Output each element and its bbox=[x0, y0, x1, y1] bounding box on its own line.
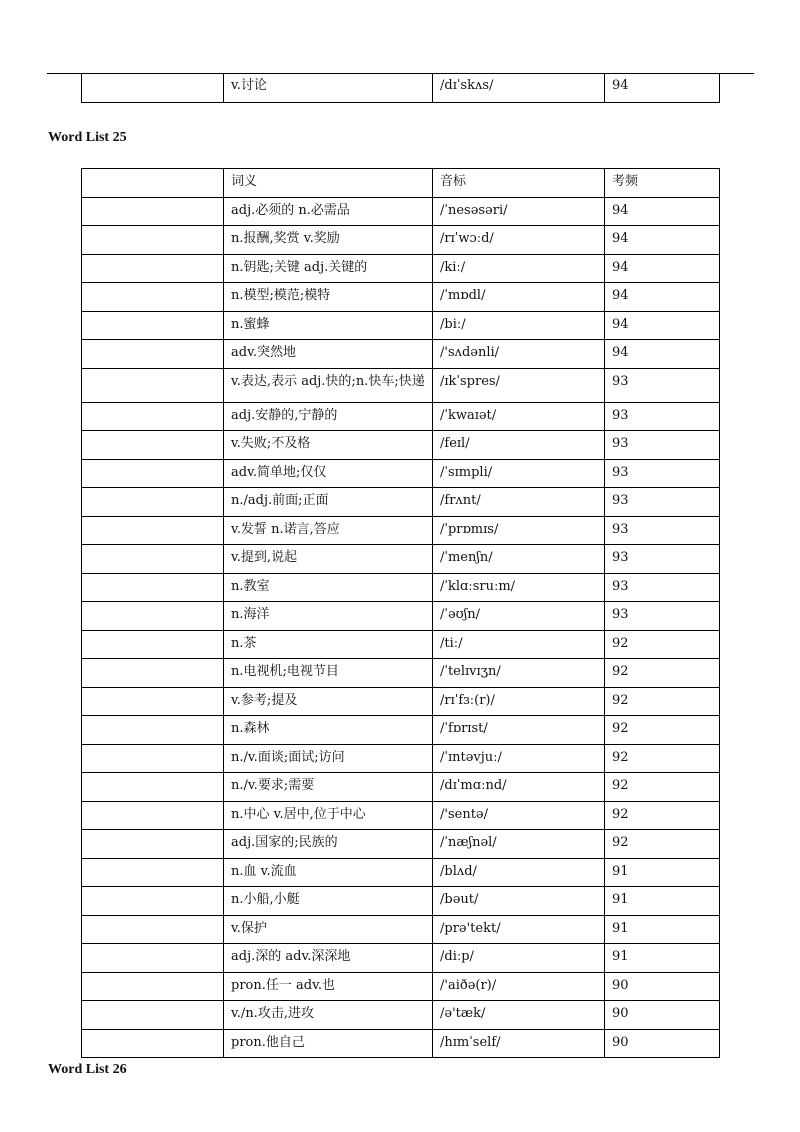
table-row bbox=[82, 488, 720, 517]
frequency-cell: 94 bbox=[605, 197, 720, 226]
word-cell bbox=[82, 311, 224, 340]
phonetic-cell: /prə'tekt/ bbox=[433, 915, 605, 944]
meaning-cell: n./v.面谈;面试;访问 bbox=[224, 744, 433, 773]
word-cell bbox=[82, 431, 224, 460]
frequency-cell: 91 bbox=[605, 944, 720, 973]
table-row bbox=[82, 573, 720, 602]
meaning-cell: n./v.要求;需要 bbox=[224, 773, 433, 802]
frequency-cell: 92 bbox=[605, 801, 720, 830]
table-row bbox=[82, 972, 720, 1001]
table-row bbox=[82, 402, 720, 431]
table-row bbox=[82, 368, 720, 402]
table-row bbox=[82, 197, 720, 226]
phonetic-cell: /frʌnt/ bbox=[433, 488, 605, 517]
table-row bbox=[82, 915, 720, 944]
word-cell bbox=[82, 716, 224, 745]
word-cell bbox=[82, 545, 224, 574]
meaning-cell: n./adj.前面;正面 bbox=[224, 488, 433, 517]
meaning-cell: v.参考;提及 bbox=[224, 687, 433, 716]
word-cell bbox=[82, 516, 224, 545]
table-row bbox=[82, 887, 720, 916]
phonetic-cell: /ə'tæk/ bbox=[433, 1001, 605, 1030]
phonetic-cell: /ˈnæʃnəl/ bbox=[433, 830, 605, 859]
meaning-cell: n.蜜蜂 bbox=[224, 311, 433, 340]
frequency-cell: 94 bbox=[605, 311, 720, 340]
meaning-cell: v.发誓 n.诺言,答应 bbox=[224, 516, 433, 545]
word-cell bbox=[82, 858, 224, 887]
phonetic-cell: /ˈəʊʃn/ bbox=[433, 602, 605, 631]
meaning-cell: pron.他自己 bbox=[224, 1029, 433, 1058]
word-cell bbox=[82, 630, 224, 659]
header-word-cell bbox=[82, 169, 224, 198]
frequency-cell: 94 bbox=[605, 283, 720, 312]
phonetic-cell: /rɪˈfɜː(r)/ bbox=[433, 687, 605, 716]
phonetic-cell: /feɪl/ bbox=[433, 431, 605, 460]
word-cell bbox=[82, 488, 224, 517]
phonetic-cell: /ˈnesəsəri/ bbox=[433, 197, 605, 226]
meaning-cell: v.提到,说起 bbox=[224, 545, 433, 574]
table-row bbox=[82, 74, 720, 103]
phonetic-cell: /dɪˈmɑːnd/ bbox=[433, 773, 605, 802]
table-row bbox=[82, 858, 720, 887]
frequency-cell: 90 bbox=[605, 1029, 720, 1058]
word-cell bbox=[82, 915, 224, 944]
word-cell bbox=[82, 402, 224, 431]
table-row bbox=[82, 545, 720, 574]
table-row bbox=[82, 516, 720, 545]
table-row bbox=[82, 830, 720, 859]
frequency-cell: 93 bbox=[605, 488, 720, 517]
meaning-cell: n.报酬,奖赏 v.奖励 bbox=[224, 226, 433, 255]
word-cell bbox=[82, 283, 224, 312]
word-cell bbox=[82, 573, 224, 602]
frequency-cell: 91 bbox=[605, 887, 720, 916]
table-row bbox=[82, 744, 720, 773]
meaning-cell: n.血 v.流血 bbox=[224, 858, 433, 887]
table-row bbox=[82, 801, 720, 830]
frequency-cell: 94 bbox=[605, 340, 720, 369]
table-row bbox=[82, 944, 720, 973]
phonetic-cell: /ɪkˈspres/ bbox=[433, 368, 605, 402]
frequency-cell: 93 bbox=[605, 431, 720, 460]
phonetic-cell: /ˈmenʃn/ bbox=[433, 545, 605, 574]
meaning-cell: n.模型;模范;模特 bbox=[224, 283, 433, 312]
word-cell bbox=[82, 368, 224, 402]
meaning-cell: adv.简单地;仅仅 bbox=[224, 459, 433, 488]
section-title-word-list-26: Word List 26 bbox=[48, 1062, 127, 1077]
header-frequency: 考频 bbox=[605, 169, 720, 198]
phonetic-cell: /ˈtelɪvɪʒn/ bbox=[433, 659, 605, 688]
phonetic-cell: /'sʌdənli/ bbox=[433, 340, 605, 369]
phonetic-cell: /'aiðə(r)/ bbox=[433, 972, 605, 1001]
table-row bbox=[82, 716, 720, 745]
frequency-cell: 90 bbox=[605, 1001, 720, 1030]
table-row bbox=[82, 1001, 720, 1030]
table-row bbox=[82, 1029, 720, 1058]
phonetic-cell: /diːp/ bbox=[433, 944, 605, 973]
word-cell bbox=[82, 659, 224, 688]
phonetic-cell: /bəut/ bbox=[433, 887, 605, 916]
frequency-cell: 92 bbox=[605, 744, 720, 773]
meaning-cell: n.电视机;电视节目 bbox=[224, 659, 433, 688]
frequency-cell: 92 bbox=[605, 630, 720, 659]
meaning-cell: v.失败;不及格 bbox=[224, 431, 433, 460]
table-row bbox=[82, 340, 720, 369]
phonetic-cell: /ˈmɒdl/ bbox=[433, 283, 605, 312]
phonetic-cell: /hɪmˈself/ bbox=[433, 1029, 605, 1058]
word-cell bbox=[82, 944, 224, 973]
word-cell bbox=[82, 887, 224, 916]
word-cell bbox=[82, 226, 224, 255]
word-list-25-table bbox=[81, 168, 720, 1058]
meaning-cell: v./n.攻击,进攻 bbox=[224, 1001, 433, 1030]
phonetic-cell: /ˈklɑːsruːm/ bbox=[433, 573, 605, 602]
table-row bbox=[82, 226, 720, 255]
header-phonetic: 音标 bbox=[433, 169, 605, 198]
table-row bbox=[82, 630, 720, 659]
phonetic-cell: /'sentə/ bbox=[433, 801, 605, 830]
word-cell bbox=[82, 459, 224, 488]
meaning-cell: n.中心 v.居中,位于中心 bbox=[224, 801, 433, 830]
table-row bbox=[82, 254, 720, 283]
word-cell bbox=[82, 74, 224, 103]
word-cell bbox=[82, 254, 224, 283]
meaning-cell: adj.安静的,宁静的 bbox=[224, 402, 433, 431]
word-cell bbox=[82, 340, 224, 369]
word-cell bbox=[82, 773, 224, 802]
phonetic-cell: /ˈprɒmɪs/ bbox=[433, 516, 605, 545]
frequency-cell: 92 bbox=[605, 716, 720, 745]
word-cell bbox=[82, 972, 224, 1001]
table-row bbox=[82, 311, 720, 340]
word-cell bbox=[82, 1001, 224, 1030]
table-row bbox=[82, 459, 720, 488]
phonetic-cell: /biː/ bbox=[433, 311, 605, 340]
meaning-cell: v.讨论 bbox=[224, 74, 433, 103]
meaning-cell: pron.任一 adv.也 bbox=[224, 972, 433, 1001]
table-row bbox=[82, 659, 720, 688]
continued-word-table bbox=[81, 73, 720, 103]
table-row bbox=[82, 773, 720, 802]
frequency-cell: 93 bbox=[605, 459, 720, 488]
meaning-cell: n.小船,小艇 bbox=[224, 887, 433, 916]
word-cell bbox=[82, 801, 224, 830]
frequency-cell: 93 bbox=[605, 402, 720, 431]
frequency-cell: 91 bbox=[605, 915, 720, 944]
table-row bbox=[82, 431, 720, 460]
phonetic-cell: /ˈsɪmpli/ bbox=[433, 459, 605, 488]
frequency-cell: 92 bbox=[605, 773, 720, 802]
frequency-cell: 91 bbox=[605, 858, 720, 887]
phonetic-cell: /kiː/ bbox=[433, 254, 605, 283]
phonetic-cell: /dɪˈskʌs/ bbox=[433, 74, 605, 103]
section-title-word-list-25: Word List 25 bbox=[48, 130, 127, 145]
phonetic-cell: /rɪˈwɔːd/ bbox=[433, 226, 605, 255]
frequency-cell: 94 bbox=[605, 254, 720, 283]
frequency-cell: 94 bbox=[605, 226, 720, 255]
header-meaning: 词义 bbox=[224, 169, 433, 198]
table-row bbox=[82, 602, 720, 631]
meaning-cell: adv.突然地 bbox=[224, 340, 433, 369]
word-cell bbox=[82, 830, 224, 859]
meaning-cell: n.钥匙;关键 adj.关键的 bbox=[224, 254, 433, 283]
meaning-cell: n.森林 bbox=[224, 716, 433, 745]
meaning-cell: n.海洋 bbox=[224, 602, 433, 631]
meaning-cell: v.表达,表示 adj.快的;n.快车;快递 bbox=[224, 368, 433, 402]
meaning-cell: adj.国家的;民族的 bbox=[224, 830, 433, 859]
meaning-cell: n.教室 bbox=[224, 573, 433, 602]
meaning-cell: adj.深的 adv.深深地 bbox=[224, 944, 433, 973]
frequency-cell: 93 bbox=[605, 573, 720, 602]
meaning-cell: n.茶 bbox=[224, 630, 433, 659]
word-cell bbox=[82, 197, 224, 226]
phonetic-cell: /ˈɪntəvjuː/ bbox=[433, 744, 605, 773]
frequency-cell: 94 bbox=[605, 74, 720, 103]
meaning-cell: v.保护 bbox=[224, 915, 433, 944]
frequency-cell: 93 bbox=[605, 545, 720, 574]
table-row bbox=[82, 283, 720, 312]
frequency-cell: 92 bbox=[605, 687, 720, 716]
word-cell bbox=[82, 687, 224, 716]
frequency-cell: 93 bbox=[605, 516, 720, 545]
table-row bbox=[82, 687, 720, 716]
frequency-cell: 90 bbox=[605, 972, 720, 1001]
word-cell bbox=[82, 602, 224, 631]
frequency-cell: 93 bbox=[605, 368, 720, 402]
frequency-cell: 93 bbox=[605, 602, 720, 631]
phonetic-cell: /tiː/ bbox=[433, 630, 605, 659]
table-header-row bbox=[82, 169, 720, 198]
phonetic-cell: /blʌd/ bbox=[433, 858, 605, 887]
meaning-cell: adj.必须的 n.必需品 bbox=[224, 197, 433, 226]
phonetic-cell: /ˈkwaɪət/ bbox=[433, 402, 605, 431]
word-cell bbox=[82, 744, 224, 773]
frequency-cell: 92 bbox=[605, 659, 720, 688]
phonetic-cell: /ˈfɒrɪst/ bbox=[433, 716, 605, 745]
frequency-cell: 92 bbox=[605, 830, 720, 859]
word-cell bbox=[82, 1029, 224, 1058]
